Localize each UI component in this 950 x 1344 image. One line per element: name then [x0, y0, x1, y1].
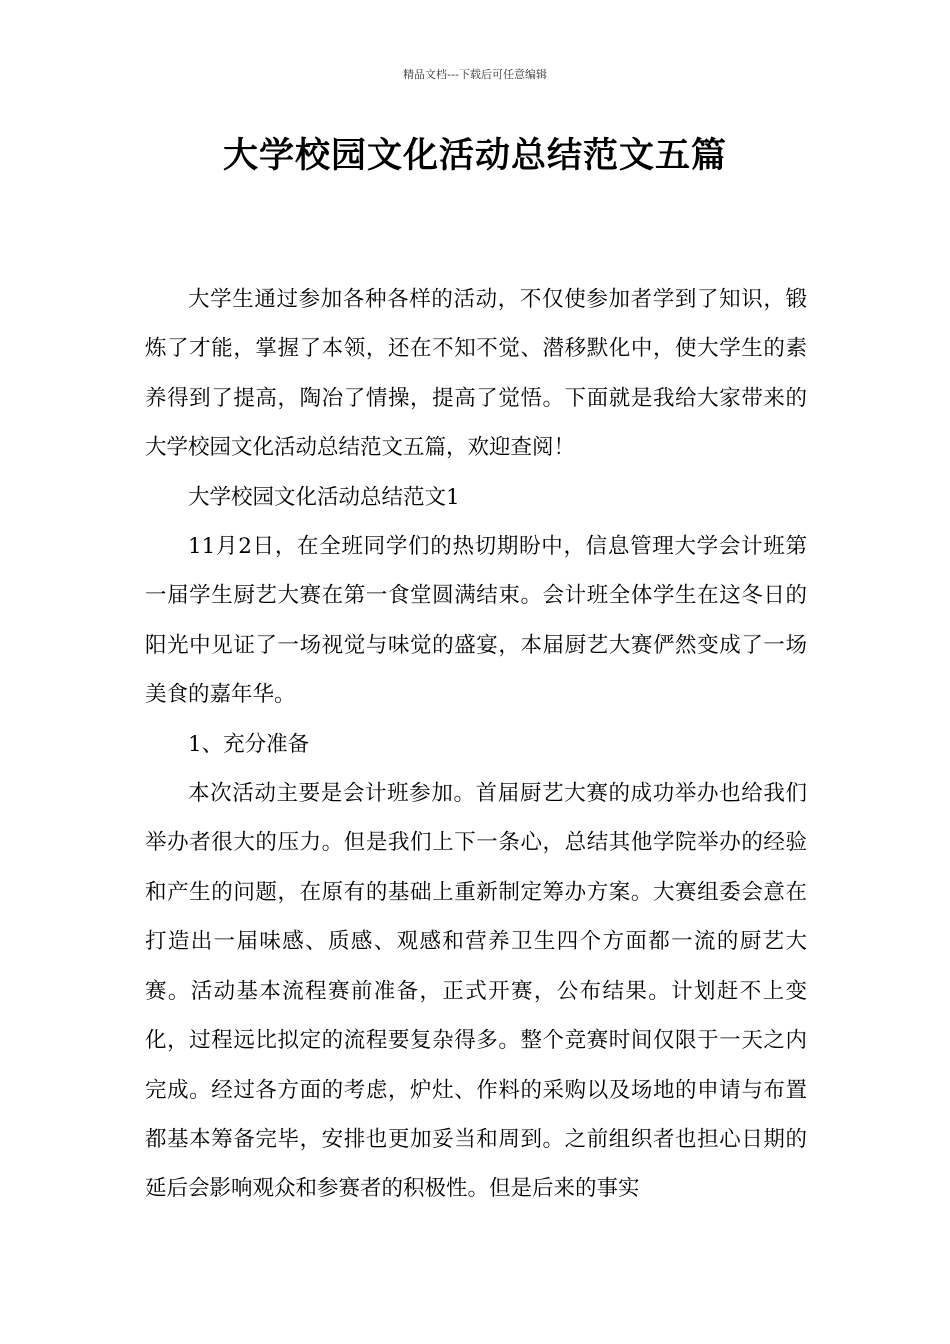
- intro-paragraph: 大学生通过参加各种各样的活动，不仅使参加者学到了知识，锻炼了才能，掌握了本领，还在不知不觉、潜移默化中，使大学生的素养得到了提高，陶冶了情操，提高了觉悟。下面就是我给大家带来的大学校园文化活动总结范文五篇，欢迎查阅！: [145, 287, 807, 461]
- document-body: [145, 275, 807, 1214]
- subsection-heading: 1、充分准备: [188, 731, 310, 757]
- body-paragraph: 本次活动主要是会计班参加。首届厨艺大赛的成功举办也给我们举办者很大的压力。但是我们上下一条心，总结其他学院举办的经验和产生的问题，在原有的基础上重新制定筹办方案。大赛组委会意在打造出一届味感、质感、观感和营养卫生四个方面都一流的厨艺大赛。活动基本流程赛前准备，正式开赛，公布结果。计划赶不上变化，过程远比拟定的流程要复杂得多。整个竞赛时间仅限于一天之内完成。经过各方面的考虑，炉灶、作料的采购以及场地的申请与布置都基本筹备完毕，安排也更加妥当和周到。之前组织者也担心日期的延后会影响观众和参赛者的积极性。但是后来的事实: [145, 781, 807, 1202]
- section-heading: 大学校园文化活动总结范文1: [188, 484, 460, 510]
- document-title: 大学校园文化活动总结范文五篇: [222, 136, 727, 176]
- body-paragraph: 11月2日，在全班同学们的热切期盼中，信息管理大学会计班第一届学生厨艺大赛在第一食堂圆满结束。会计班全体学生在这冬日的阳光中见证了一场视觉与味觉的盛宴，本届厨艺大赛俨然变成了一场美食的嘉年华。: [145, 534, 807, 708]
- header-note: 精品文档---下载后可任意编辑: [403, 68, 547, 81]
